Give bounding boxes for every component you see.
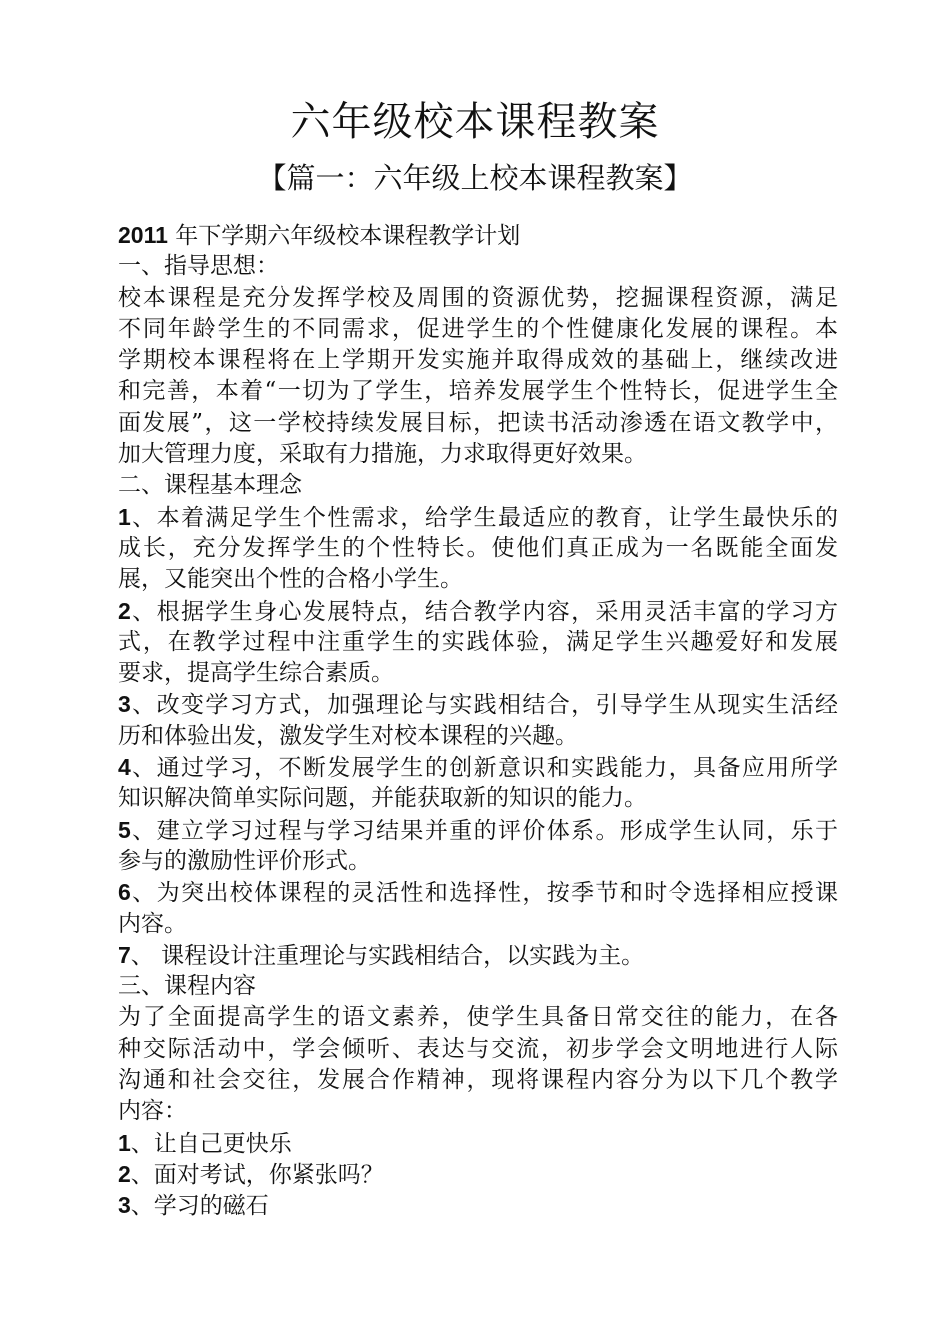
list-item-line: 1、本着满足学生个性需求，给学生最适应的教育，让学生最快乐的 xyxy=(118,503,838,531)
list-item-line: 7、 课程设计注重理论与实践相结合，以实践为主。 xyxy=(118,941,645,969)
paragraph-line: 种交际活动中，学会倾听、表达与交流，初步学会文明地进行人际 xyxy=(118,1035,838,1062)
paragraph-line: 学期校本课程将在上学期开发实施并取得成效的基础上，继续改进 xyxy=(118,347,838,374)
paragraph-line: 面发展”，这一学校持续发展目标，把读书活动渗透在语文教学中， xyxy=(118,409,838,436)
plan-title-text: 年下学期六年级校本课程教学计划 xyxy=(167,223,521,249)
content-list-item: 1、让自己更快乐 xyxy=(118,1129,292,1157)
list-item-number: 2 xyxy=(118,597,131,624)
paragraph-line: 和完善，本着“一切为了学生，培养发展学生个性特长，促进学生全 xyxy=(118,378,838,405)
list-item-line: 4、通过学习，不断发展学生的创新意识和实践能力，具备应用所学 xyxy=(118,754,838,782)
list-item-number: 4 xyxy=(118,754,131,781)
list-item-line: 6、为突出校体课程的灵活性和选择性，按季节和时令选择相应授课 xyxy=(118,879,838,907)
list-item-number: 3 xyxy=(118,691,131,718)
paragraph-line: 不同年龄学生的不同需求，促进学生的个性健康化发展的课程。本 xyxy=(118,315,838,342)
list-item-line: 历和体验出发，激发学生对校本课程的兴趣。 xyxy=(118,722,578,749)
document-body xyxy=(118,220,838,1222)
content-item-number: 1 xyxy=(118,1129,131,1156)
plan-title-line xyxy=(118,220,838,251)
document-subtitle: 【篇一：六年级上校本课程教案】 xyxy=(257,161,693,195)
list-item-line: 展，又能突出个性的合格小学生。 xyxy=(118,566,463,593)
paragraph-line: 校本课程是充分发挥学校及周围的资源优势，挖掘课程资源，满足 xyxy=(118,284,838,311)
list-item-line: 3、改变学习方式，加强理论与实践相结合，引导学生从现实生活经 xyxy=(118,691,838,719)
content-item-number: 3 xyxy=(118,1192,131,1219)
list-item-line: 内容。 xyxy=(118,910,187,937)
content-list-item: 3、学习的磁石 xyxy=(118,1192,269,1220)
paragraph-line: 加大管理力度，采取有力措施，力求取得更好效果。 xyxy=(118,441,647,468)
list-item-line: 知识解决简单实际问题，并能获取新的知识的能力。 xyxy=(118,785,647,812)
section-heading-guiding: 一、指导思想： xyxy=(118,253,279,280)
plan-year: 2011 xyxy=(118,222,168,248)
content-list-item: 2、面对考试，你紧张吗？ xyxy=(118,1160,384,1188)
list-item-number: 6 xyxy=(118,879,131,906)
list-item-line: 式，在教学过程中注重学生的实践体验，满足学生兴趣爱好和发展 xyxy=(118,628,838,655)
paragraph-line: 沟通和社会交往，发展合作精神，现将课程内容分为以下几个教学 xyxy=(118,1067,838,1094)
section-heading-concepts: 二、课程基本理念 xyxy=(118,472,302,499)
list-item-line: 成长，充分发挥学生的个性特长。使他们真正成为一名既能全面发 xyxy=(118,534,838,561)
list-item-number: 1 xyxy=(118,503,131,530)
list-item-number: 7 xyxy=(118,941,131,968)
content-item-number: 2 xyxy=(118,1160,131,1187)
list-item-line: 要求，提高学生综合素质。 xyxy=(118,660,394,687)
document-title: 六年级校本课程教案 xyxy=(290,99,660,145)
section-heading-content: 三、课程内容 xyxy=(118,973,256,1000)
paragraph-line: 为了全面提高学生的语文素养，使学生具备日常交往的能力，在各 xyxy=(118,1004,838,1031)
list-item-line: 5、建立学习过程与学习结果并重的评价体系。形成学生认同，乐于 xyxy=(118,816,838,844)
list-item-line: 参与的激励性评价形式。 xyxy=(118,847,371,874)
paragraph-line: 内容： xyxy=(118,1098,187,1125)
list-item-line: 2、根据学生身心发展特点，结合教学内容，采用灵活丰富的学习方 xyxy=(118,597,838,625)
list-item-number: 5 xyxy=(118,816,131,843)
